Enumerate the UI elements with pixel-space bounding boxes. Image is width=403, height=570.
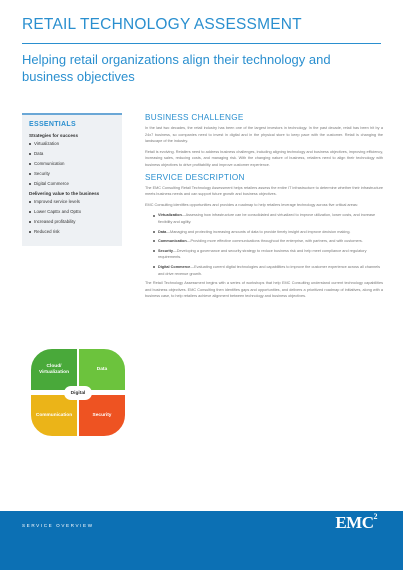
strategy-quadrant-diagram — [30, 348, 140, 443]
main-content — [145, 113, 383, 304]
bullet-icon — [29, 153, 31, 155]
sidebar-item: Communication — [29, 161, 115, 166]
bullet-icon — [29, 163, 31, 165]
bullet-icon — [29, 231, 31, 233]
bullet-icon — [29, 211, 31, 213]
list-item: Virtualization—Assessing how infrastructure can be consolidated and virtualized to improve utilization, lower costs, and increase flexibility and agility. — [153, 212, 383, 225]
quadrant-communication: Communication — [30, 394, 78, 437]
sidebar-item: Lower CapEx and OpEx — [29, 209, 115, 214]
sidebar-group-label: Strategies for success — [29, 133, 79, 138]
bullet-icon — [29, 201, 31, 203]
sidebar-item: Data — [29, 151, 115, 156]
bullet-icon — [153, 240, 155, 242]
bullet-icon — [29, 183, 31, 185]
paragraph: In the last two decades, the retail industry has been one of the largest investors in technology. In the past decade, retail has been hit by a 24x7 business, so companies need to invest in digital and in the physical store to keep pace with the customer. Retail is changing the landscape of the industry. — [145, 126, 383, 144]
list-item: Digital Commerce—Evaluating current digital technologies and capabilities to improve the customer experience across all channels and drive revenue growth. — [153, 264, 383, 277]
bullet-icon — [153, 250, 155, 252]
service-description-heading: SERVICE DESCRIPTION — [145, 172, 245, 182]
paragraph: The Retail Technology Assessment begins with a series of workshops that help EMC Consulting understand current technology capabilities and business objectives. EMC Consulting then identifies gaps and opportunities, and delivers a prioritized roadmap of initiatives, along with a business case, to help retailers achieve alignment between technology and business objectives. — [145, 281, 383, 299]
paragraph: The EMC Consulting Retail Technology Assessment helps retailers assess the entire IT infrastructure to determine whether their infrastructure meets business needs and can support future growth and business objectives. — [145, 185, 383, 197]
essentials-sidebar — [22, 113, 122, 246]
bullet-icon — [153, 215, 155, 217]
document-subtitle: Helping retail organizations align their technology and business objectives — [22, 52, 331, 84]
footer-band — [0, 511, 403, 570]
sidebar-item: Improved service levels — [29, 199, 115, 204]
sidebar-item: Digital Commerce — [29, 181, 115, 186]
sidebar-item: Virtualization — [29, 141, 115, 146]
quadrant-security: Security — [78, 394, 126, 437]
essentials-heading: ESSENTIALS — [29, 121, 76, 128]
emc-logo: EMC$^2$ — [335, 512, 377, 532]
sidebar-item: Increased profitability — [29, 219, 115, 224]
bullet-icon — [153, 231, 155, 233]
list-item: Data—Managing and protecting increasing amounts of data to provide timely insight and improve decision making. — [153, 229, 383, 236]
bullet-icon — [29, 221, 31, 223]
bullet-icon — [153, 266, 155, 268]
paragraph: EMC Consulting identifies opportunities and provides a roadmap to help retailers leverage technology across five critical areas: — [145, 202, 358, 207]
bullet-icon — [29, 173, 31, 175]
service-bullet-list — [153, 212, 383, 277]
sidebar-group-label: Delivering value to the business — [29, 191, 100, 196]
diagram-hub-label: Digital — [64, 386, 92, 400]
title-divider — [22, 43, 381, 44]
list-item: Security—Developing a governance and security strategy to reduce business risk and help meet compliance and regulatory requirements. — [153, 248, 383, 261]
sidebar-item: Security — [29, 171, 115, 176]
footer-label: SERVICE OVERVIEW — [22, 523, 94, 528]
quadrant-data: Data — [78, 348, 126, 391]
sidebar-item: Reduced risk — [29, 229, 115, 234]
list-item: Communication—Providing more effective communications throughout the enterprise, with partners, and with customers. — [153, 238, 383, 245]
document-title: RETAIL TECHNOLOGY ASSESSMENT — [22, 16, 302, 33]
bullet-icon — [29, 143, 31, 145]
paragraph: Retail is evolving. Retailers need to address business challenges, including aligning technology and business objectives, improving efficiency, increasing sales, reducing costs, and managing risk. With the changing nature of business, retailers need to align their technology with business objectives to drive profitability and improve customer experience. — [145, 149, 383, 167]
quadrant-cloud-virtualization: Cloud/ Virtualization — [30, 348, 78, 391]
business-challenge-heading: BUSINESS CHALLENGE — [145, 113, 244, 122]
